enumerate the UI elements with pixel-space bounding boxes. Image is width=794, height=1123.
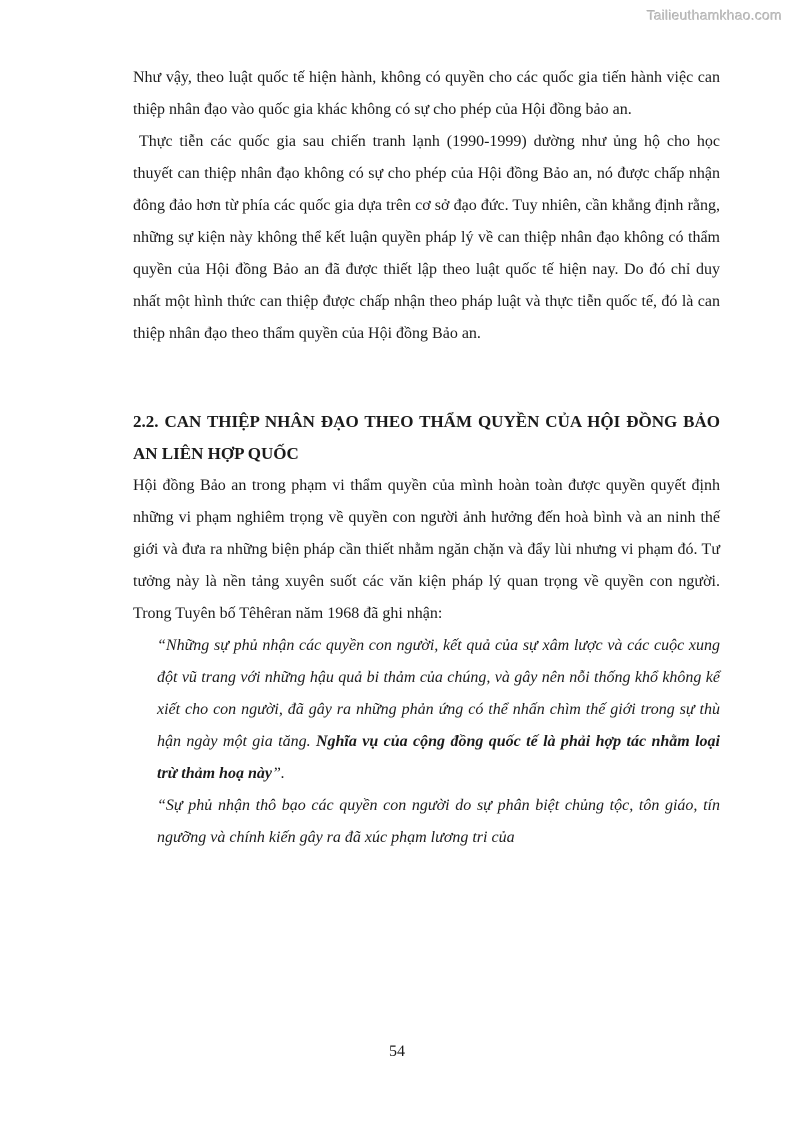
section-heading-2-2: 2.2. CAN THIỆP NHÂN ĐẠO THEO THẨM QUYỀN CỦA HỘI ĐỒNG BẢO AN LIÊN HỢP QUỐC	[133, 412, 720, 463]
quote-block-tehran-declaration	[157, 630, 720, 790]
paragraph-2: Thực tiễn các quốc gia sau chiến tranh lạnh (1990-1999) dường như ủng hộ cho học thuyết can thiệp nhân đạo không có sự cho phép của Hội đồng Bảo an, nó được chấp nhận đông đảo hơn từ phía các quốc gia dựa trên cơ sở đạo đức. Tuy nhiên, cần khẳng định rằng, những sự kiện này không thể kết luận quyền pháp lý về can thiệp nhân đạo không có thẩm quyền của Hội đồng Bảo an đã được thiết lập theo luật quốc tế hiện nay. Do đó chỉ duy nhất một hình thức can thiệp được chấp nhận theo pháp luật và thực tiễn quốc tế, đó là can thiệp nhân đạo theo thẩm quyền của Hội đồng Bảo an.	[133, 133, 720, 342]
document-content	[133, 62, 720, 854]
paragraph-3: Hội đồng Bảo an trong phạm vi thẩm quyền của mình hoàn toàn được quyền quyết định những vi phạm nghiêm trọng về quyền con người ảnh hưởng đến hoà bình và an ninh thế giới và đưa ra những biện pháp cần thiết nhằm ngăn chặn và đẩy lùi nhưng vi phạm đó. Tư tưởng này là nền tảng xuyên suốt các văn kiện pháp lý quan trọng về quyền con người. Trong Tuyên bố Têhêran năm 1968 đã ghi nhận:	[133, 477, 720, 622]
paragraph-1: Như vậy, theo luật quốc tế hiện hành, không có quyền cho các quốc gia tiến hành việc can thiệp nhân đạo vào quốc gia khác không có sự cho phép của Hội đồng bảo an.	[133, 69, 720, 118]
quote-text-bold-emphasis: Nghĩa vụ của cộng đồng quốc tế là phải hợp tác nhằm loại trừ thảm hoạ này	[157, 733, 720, 782]
quote-text-regular: “Những sự phủ nhận các quyền con người, kết quả của sự xâm lược và các cuộc xung đột vũ trang với những hậu quả bi thảm của chúng, và gây nên nỗi thống khổ không kể xiết cho con người, đã gây ra những phản ứng có thể nhấn chìm thế giới trong sự thù hận ngày một gia tăng.	[157, 637, 720, 750]
quote-closing-mark: ”.	[271, 765, 285, 782]
quote-block-second: “Sự phủ nhận thô bạo các quyền con người do sự phân biệt chủng tộc, tôn giáo, tín ngưỡng và chính kiến gây ra đã xúc phạm lương tri của	[157, 797, 720, 846]
page-number: 54	[389, 1043, 405, 1060]
watermark-site-name: Tailieuthamkhao.com	[646, 7, 782, 23]
